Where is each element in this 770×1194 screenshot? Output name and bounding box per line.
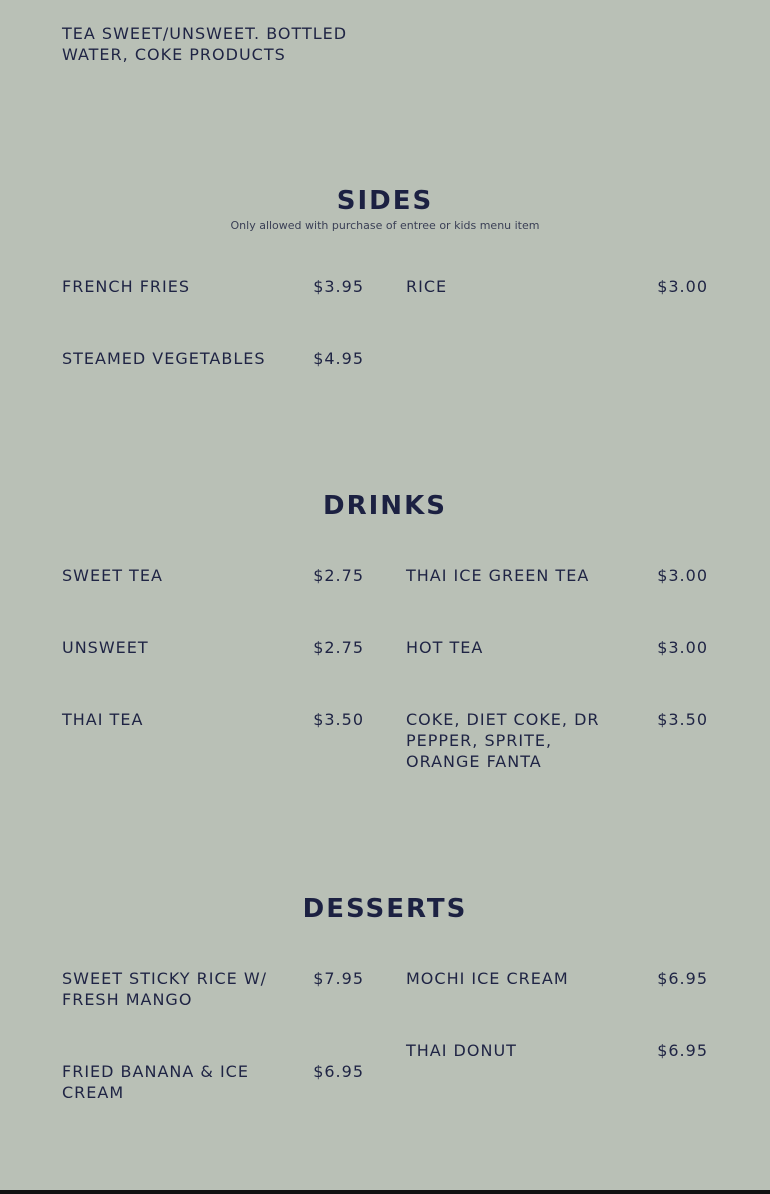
item-name: UNSWEET [62, 638, 149, 657]
item-price: $6.95 [313, 1062, 364, 1081]
section-title-drinks: DRINKS [323, 491, 447, 521]
item-name: SWEET STICKY RICE W/ FRESH MANGO [62, 969, 268, 1009]
item-price: $6.95 [657, 1041, 708, 1060]
bottom-divider [0, 1190, 770, 1194]
item-price: $3.00 [657, 277, 708, 296]
item-price: $3.95 [313, 277, 364, 296]
item-name: FRENCH FRIES [62, 277, 190, 296]
item-name: RICE [406, 277, 448, 296]
item-price: $2.75 [313, 638, 364, 657]
item-name: MOCHI ICE CREAM [406, 969, 569, 988]
item-name: STEAMED VEGETABLES [62, 349, 266, 368]
item-price: $7.95 [313, 969, 364, 988]
item-name: THAI TEA [62, 710, 144, 729]
item-price: $6.95 [657, 969, 708, 988]
section-title-sides: SIDES [336, 186, 434, 216]
item-price: $3.50 [313, 710, 364, 729]
item-name: THAI ICE GREEN TEA [406, 566, 590, 585]
item-name: FRIED BANANA & ICE CREAM [62, 1062, 249, 1102]
item-name: THAI DONUT [406, 1041, 517, 1060]
item-name: SWEET TEA [62, 566, 163, 585]
item-price: $3.50 [657, 710, 708, 729]
section-title-desserts: DESSERTS [302, 894, 468, 924]
item-name: COKE, DIET COKE, DR PEPPER, SPRITE, ORANGE FANTA [406, 710, 600, 771]
item-price: $3.00 [657, 566, 708, 585]
item-name: HOT TEA [406, 638, 484, 657]
item-price: $4.95 [313, 349, 364, 368]
drinks-included-note: TEA SWEET/UNSWEET. BOTTLED WATER, COKE PRODUCTS [62, 24, 348, 64]
sides-note: Only allowed with purchase of entree or kids menu item [230, 219, 540, 232]
item-price: $2.75 [313, 566, 364, 585]
item-price: $3.00 [657, 638, 708, 657]
